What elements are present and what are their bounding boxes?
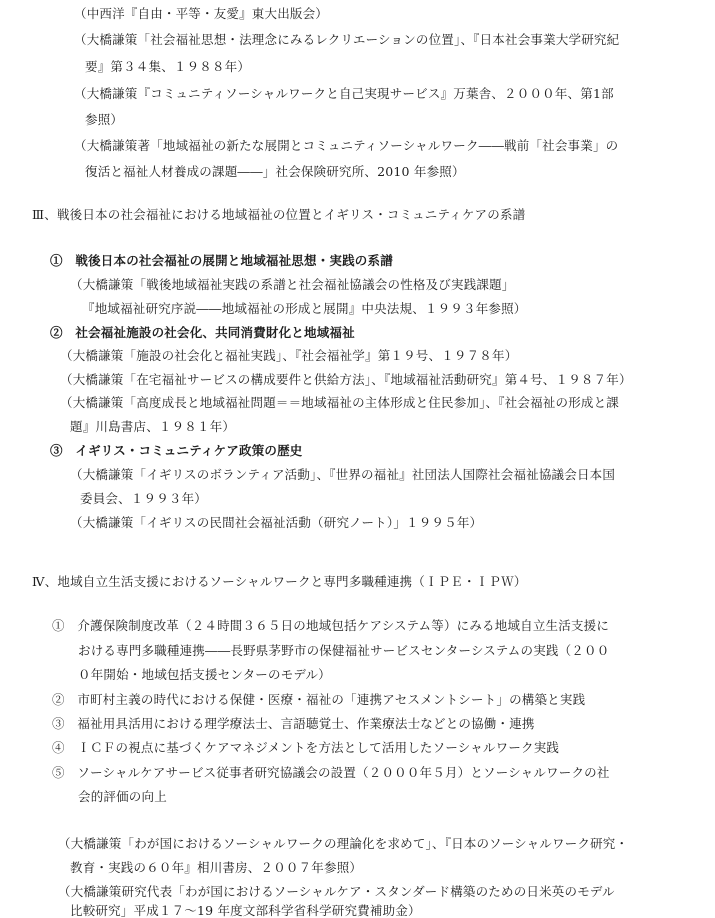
ref-line: 参照） — [85, 112, 124, 127]
ref-line: （大橋謙策研究代表「わが国におけるソーシャルケア・スタンダード構築のための日米英のモデル — [58, 884, 615, 899]
list-item-3: ③ 福祉用具活用における理学療法士、言語聴覚士、作業療法士などとの協働・連携 — [52, 716, 535, 731]
ref-line: （中西洋『自由・平等・友愛』東大出版会） — [74, 6, 329, 21]
list-item-continuation: 会的評価の向上 — [78, 789, 167, 804]
list-item-2: ② 市町村主義の時代における保健・医療・福祉の「連携アセスメントシート」の構築と実践 — [52, 692, 586, 707]
ref-line: （大橋謙策「イギリスの民間社会福祉活動（研究ノート）」１９９５年） — [70, 515, 483, 530]
ref-line: 比較研究」平成１７～19 年度文部科学省科学研究費補助金） — [70, 903, 421, 918]
list-item-continuation: おける専門多職種連携――長野県茅野市の保健福祉サービスセンターシステムの実践（２００ — [78, 643, 610, 658]
ref-line: （大橋謙策「戦後地域福祉実践の系譜と社会福祉協議会の性格及び実践課題」 — [70, 277, 515, 292]
ref-line: （大橋謙策『コミュニティソーシャルワークと自己実現サービス』万葉舎、２０００年、第1部 — [74, 86, 614, 101]
list-item-5: ⑤ ソーシャルケアサービス従事者研究協議会の設置（２０００年５月）とソーシャルワークの社 — [52, 765, 610, 780]
list-item-3: ③ イギリス・コミュニティケア政策の歴史 — [50, 443, 303, 458]
list-item-4: ④ ＩＣＦの視点に基づくケアマネジメントを方法として活用したソーシャルワーク実践 — [52, 740, 560, 755]
list-item-1: ① 戦後日本の社会福祉の展開と地域福祉思想・実践の系譜 — [50, 253, 393, 268]
ref-line: 要』第３４集、１９８８年） — [85, 59, 251, 74]
ref-line: 教育・実践の６０年』相川書房、２００７年参照） — [70, 860, 363, 875]
ref-line: （大橋謙策著「地域福祉の新たな展開とコミュニティソーシャルワーク――戦前「社会事業」の — [74, 138, 619, 153]
ref-line: （大橋謙策「社会福祉思想・法理念にみるレクリエーションの位置」、『日本社会事業大学研究紀 — [74, 32, 620, 47]
ref-line: 題』川島書店、１９８１年） — [70, 419, 236, 434]
ref-line: （大橋謙策「在宅福祉サービスの構成要件と供給方法」、『地域福祉活動研究』第４号、１９８７年） — [60, 372, 632, 387]
ref-line: （大橋謙策「施設の社会化と福祉実践」、『社会福祉学』第１９号、１９７８年） — [60, 348, 518, 363]
list-item-1: ① 介護保険制度改革（２４時間３６５日の地域包括ケアシステム等）にみる地域自立生活支援に — [52, 618, 610, 633]
list-item-continuation: ０年開始・地域包括支援センターのモデル） — [78, 667, 331, 682]
ref-line: 委員会、１９９３年） — [80, 491, 208, 506]
section-heading-4: Ⅳ、地域自立生活支援におけるソーシャルワークと専門多職種連携（ＩＰＥ・ＩＰＷ） — [32, 574, 527, 589]
section-heading-3: Ⅲ、戦後日本の社会福祉における地域福祉の位置とイギリス・コミュニティケアの系譜 — [32, 207, 526, 222]
ref-line: 『地域福祉研究序説――地域福祉の形成と展開』中央法規、１９９３年参照） — [82, 301, 527, 316]
ref-line: 復活と福祉人材養成の課題――」社会保険研究所、2010 年参照） — [85, 164, 465, 179]
ref-line: （大橋謙策「高度成長と地域福祉問題＝＝地域福祉の主体形成と住民参加」、『社会福祉の形成と課 — [60, 395, 620, 410]
ref-line: （大橋謙策「イギリスのボランティア活動」、『世界の福祉』社団法人国際社会福祉協議会日本国 — [70, 467, 616, 482]
list-item-2: ② 社会福祉施設の社会化、共同消費財化と地域福祉 — [50, 325, 355, 340]
ref-line: （大橋謙策「わが国におけるソーシャルワークの理論化を求めて」、『日本のソーシャルワーク研究・ — [58, 836, 629, 851]
